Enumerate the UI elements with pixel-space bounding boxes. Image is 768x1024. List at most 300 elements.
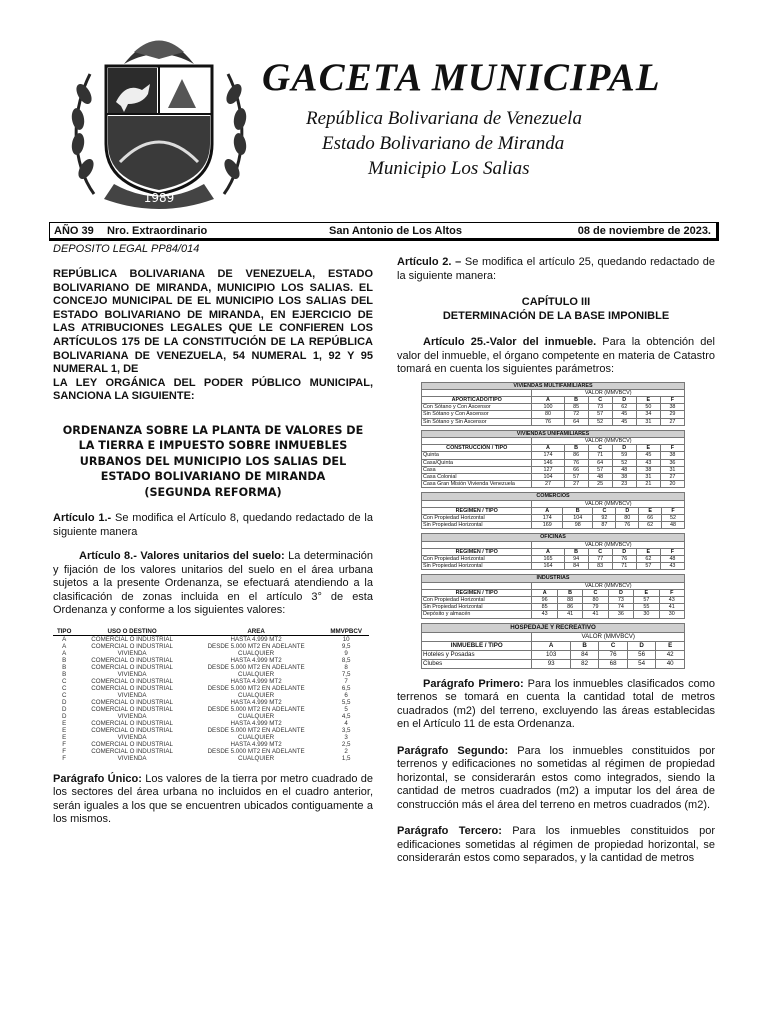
building-table-unit: VALOR (MMVBCV) xyxy=(532,437,685,444)
paragraph-segundo-label: Parágrafo Segundo: xyxy=(397,744,509,757)
building-table-col-header: B xyxy=(557,589,582,596)
building-table-cell: 57 xyxy=(564,473,588,480)
building-table-cell: 42 xyxy=(656,650,685,659)
building-table-cell: 31 xyxy=(636,473,660,480)
building-table-cell: 62 xyxy=(612,404,636,411)
value-table-cell: COMERCIAL O INDUSTRIAL xyxy=(91,656,173,664)
building-table-first-header: INMUEBLE / TIPO xyxy=(422,641,532,650)
building-table-cell: 84 xyxy=(570,650,599,659)
building-table-col-header: B xyxy=(564,548,588,555)
value-table-cell: COMERCIAL O INDUSTRIAL xyxy=(91,642,173,650)
value-table-row xyxy=(53,643,369,650)
building-table-cell: 50 xyxy=(636,404,660,411)
building-table-header-row xyxy=(422,548,685,555)
building-table-grid xyxy=(421,574,685,618)
building-table-cell: 127 xyxy=(532,466,564,473)
building-table-row xyxy=(422,596,685,603)
value-table-cell: COMERCIAL O INDUSTRIAL xyxy=(91,740,173,748)
building-table-cell: 71 xyxy=(612,563,636,570)
building-table-cell: 20 xyxy=(660,481,684,488)
chapter-number: CAPÍTULO III xyxy=(521,296,591,308)
building-table-col-header: C xyxy=(599,641,628,650)
building-table-cell: 36 xyxy=(660,459,684,466)
right-column xyxy=(397,256,715,866)
building-table-cell: 76 xyxy=(532,418,564,425)
building-table-cell: 84 xyxy=(564,563,588,570)
article-25-label: Artículo 25.-Valor del inmueble. xyxy=(423,336,597,348)
building-table-title-row xyxy=(422,382,685,389)
building-table-first-header: APORTICADO/TIPO xyxy=(422,396,532,403)
building-table-col-header: A xyxy=(532,445,564,452)
republic-line: República Bolivariana de Venezuela xyxy=(306,108,582,129)
value-table-cell: HASTA 4.999 MT2 xyxy=(230,656,282,664)
building-table-header-row xyxy=(422,445,685,452)
paragraph-primero-label: Parágrafo Primero: xyxy=(423,677,524,690)
building-table-cell: 27 xyxy=(532,481,564,488)
article-2 xyxy=(397,256,715,283)
value-table-row xyxy=(53,664,369,671)
building-table-cell: 31 xyxy=(660,466,684,473)
value-table-cell: 4,5 xyxy=(341,712,351,720)
value-table-cell: E xyxy=(62,726,67,734)
building-table-cell: 45 xyxy=(636,452,660,459)
building-table-cell: 146 xyxy=(532,459,564,466)
building-table-col-header: C xyxy=(588,396,612,403)
building-table-cell: 21 xyxy=(636,481,660,488)
building-table-cell: 62 xyxy=(636,555,660,562)
building-table-blank xyxy=(422,582,532,589)
land-value-table xyxy=(53,628,369,762)
building-table-blank xyxy=(422,541,532,548)
paragraph-segundo xyxy=(397,745,715,813)
building-table-cell: 174 xyxy=(532,452,564,459)
value-table-cell: DESDE 5.000 MT2 EN ADELANTE xyxy=(207,663,305,671)
value-table-cell: 4 xyxy=(344,719,348,727)
building-table xyxy=(421,492,685,529)
value-table-row xyxy=(53,748,369,755)
building-table-blank xyxy=(422,500,532,507)
value-table-cell: F xyxy=(62,740,67,748)
building-table-row xyxy=(422,411,685,418)
building-table-cell: 38 xyxy=(660,452,684,459)
building-table-cell: 45 xyxy=(612,411,636,418)
intro-text-2: LA LEY ORGÁNICA DEL PODER PÚBLICO MUNICIPAL, SANCIONA LA SIGUIENTE: xyxy=(53,376,373,403)
building-table-unit-row xyxy=(422,437,685,444)
building-table-row xyxy=(422,481,685,488)
left-column xyxy=(53,268,373,827)
building-table-blank xyxy=(422,437,532,444)
paragraph-tercero xyxy=(397,825,715,866)
ordinance-title-line: (SEGUNDA REFORMA) xyxy=(144,485,282,499)
building-table-cell: 43 xyxy=(659,596,684,603)
building-table-col-header: C xyxy=(588,548,612,555)
value-table-cell: F xyxy=(62,754,67,762)
value-table-cell: C xyxy=(61,684,67,692)
building-table-cell: 57 xyxy=(634,596,659,603)
building-table-cell: 43 xyxy=(660,563,684,570)
building-table-header-row xyxy=(422,589,685,596)
building-table-cell: 27 xyxy=(660,418,684,425)
building-table-title-row xyxy=(422,575,685,582)
building-table-title-row xyxy=(422,623,685,632)
ordinance-title-line: ORDENANZA SOBRE LA PLANTA DE VALORES DE xyxy=(62,423,364,437)
building-table-cell: 174 xyxy=(532,514,563,521)
building-table-unit-row xyxy=(422,582,685,589)
building-table-cell: 86 xyxy=(564,452,588,459)
building-table-grid xyxy=(421,533,685,570)
issue-info-bar xyxy=(49,222,719,241)
building-table-col-header: F xyxy=(660,396,684,403)
building-table-cell: 41 xyxy=(557,611,582,618)
value-table-cell: DESDE 5.000 MT2 EN ADELANTE xyxy=(207,747,305,755)
value-table-cell: F xyxy=(62,747,67,755)
building-table-cell: 98 xyxy=(562,522,593,529)
value-table-cell: D xyxy=(61,698,67,706)
ordinance-title xyxy=(53,423,373,501)
value-table-cell: VIVIENDA xyxy=(117,649,147,657)
paragraph-primero xyxy=(397,678,715,732)
value-table-cell: 10 xyxy=(342,635,350,643)
value-table-row xyxy=(53,657,369,664)
building-table-cell: 86 xyxy=(557,604,582,611)
building-table-cell: 57 xyxy=(588,411,612,418)
value-table-cell: 2 xyxy=(344,747,348,755)
building-table-cell: 31 xyxy=(636,418,660,425)
legal-deposit: DEPOSITO LEGAL PP84/014 xyxy=(53,243,200,255)
building-table-cell: 76 xyxy=(612,555,636,562)
paragraph-unico xyxy=(53,773,373,827)
building-table-header-row xyxy=(422,396,685,403)
value-table-cell: 8,5 xyxy=(341,656,351,664)
value-table-cell: CUALQUIER xyxy=(238,754,275,762)
building-table-cell: 59 xyxy=(612,452,636,459)
article-1-text: Se modifica el Artículo 8, quedando redactado de la siguiente manera xyxy=(53,512,373,538)
building-table-cell: Casa/Quinta xyxy=(422,459,532,466)
building-table-col-header: B xyxy=(570,641,599,650)
value-table-cell: HASTA 4.999 MT2 xyxy=(230,677,282,685)
value-table-cell: C xyxy=(61,677,67,685)
building-table-cell: 104 xyxy=(562,514,593,521)
value-table-cell: DESDE 5.000 MT2 EN ADELANTE xyxy=(207,642,305,650)
building-table-cell: Con Propiedad Horizontal xyxy=(422,555,532,562)
building-table-cell: 94 xyxy=(564,555,588,562)
article-1 xyxy=(53,512,373,539)
article-2-text: Se modifica el artículo 25, quedando redactado de la siguiente manera: xyxy=(397,256,715,282)
building-table-cell: 48 xyxy=(662,522,685,529)
value-table-row xyxy=(53,692,369,699)
building-table-title: OFICINAS xyxy=(422,534,685,541)
article-8 xyxy=(53,550,373,618)
building-table-cell: 76 xyxy=(616,522,639,529)
value-table-cell: VIVIENDA xyxy=(117,691,147,699)
building-table-cell: 57 xyxy=(588,466,612,473)
value-table-cell: COMERCIAL O INDUSTRIAL xyxy=(91,677,173,685)
building-table-col-header: A xyxy=(532,589,557,596)
building-table-cell: 71 xyxy=(588,452,612,459)
building-table-cell: 73 xyxy=(608,596,633,603)
building-table-row xyxy=(422,459,685,466)
building-table-col-header: C xyxy=(583,589,608,596)
building-table-col-header: A xyxy=(532,507,563,514)
value-table-cell: E xyxy=(62,733,67,741)
paragraph-tercero-label: Parágrafo Tercero: xyxy=(397,825,502,838)
building-table-cell: 48 xyxy=(660,555,684,562)
value-table-cell: 3 xyxy=(344,733,348,741)
building-table-unit-row xyxy=(422,389,685,396)
building-table-row xyxy=(422,404,685,411)
building-table-cell: Con Propiedad Horizontal xyxy=(422,514,532,521)
building-table-col-header: F xyxy=(660,445,684,452)
building-table-cell: 40 xyxy=(656,659,685,668)
value-table-cell: CUALQUIER xyxy=(238,733,275,741)
value-table-cell: A xyxy=(62,635,67,643)
building-table-first-header: CONSTRUCCIÓN / TIPO xyxy=(422,445,532,452)
building-table-cell: 54 xyxy=(627,659,656,668)
value-table-cell: VIVIENDA xyxy=(117,670,147,678)
value-table-cell: COMERCIAL O INDUSTRIAL xyxy=(91,635,173,643)
value-table-row xyxy=(53,699,369,706)
ordinance-title-line: ESTADO BOLIVARIANO DE MIRANDA xyxy=(100,470,326,484)
building-table-col-header: B xyxy=(564,445,588,452)
building-table-col-header: E xyxy=(656,641,685,650)
value-table-cell: DESDE 5.000 MT2 EN ADELANTE xyxy=(207,726,305,734)
building-table-cell: Casa Colonial xyxy=(422,473,532,480)
value-table-cell: 6 xyxy=(344,691,348,699)
value-table-cell: HASTA 4.999 MT2 xyxy=(230,719,282,727)
building-table-unit: VALOR (MMVBCV) xyxy=(532,500,685,507)
value-table-row xyxy=(53,671,369,678)
building-table-unit: VALOR (MMVBCV) xyxy=(532,541,685,548)
value-table-cell: 2,5 xyxy=(341,740,351,748)
value-table-header: AREA xyxy=(189,628,323,636)
building-table-row xyxy=(422,563,685,570)
building-table-cell: Sin Propiedad Horizontal xyxy=(422,604,532,611)
value-table-row xyxy=(53,741,369,748)
building-table-cell: 80 xyxy=(532,411,564,418)
state-line: Estado Bolivariano de Miranda xyxy=(322,133,565,154)
building-table-row xyxy=(422,555,685,562)
masthead xyxy=(262,58,732,181)
value-table-cell: DESDE 5.000 MT2 EN ADELANTE xyxy=(207,705,305,713)
building-table-cell: 82 xyxy=(570,659,599,668)
building-table-cell: 45 xyxy=(612,418,636,425)
building-table-cell: Casa Gran Misión Vivienda Venezuela xyxy=(422,481,532,488)
building-table-title: VIVIENDAS UNIFAMILIARES xyxy=(422,430,685,437)
building-table-col-header: E xyxy=(634,589,659,596)
value-table-row xyxy=(53,727,369,734)
chapter-heading xyxy=(397,296,715,323)
building-table-cell: Sin Propiedad Horizontal xyxy=(422,563,532,570)
building-table-col-header: E xyxy=(639,507,662,514)
value-table-cell: COMERCIAL O INDUSTRIAL xyxy=(91,747,173,755)
building-table-cell: 74 xyxy=(608,604,633,611)
building-table-unit: VALOR (MMVBCV) xyxy=(532,389,685,396)
building-table-cell: 52 xyxy=(662,514,685,521)
value-table-row xyxy=(53,755,369,762)
value-table-cell: 9,5 xyxy=(341,642,351,650)
building-table-blank xyxy=(422,389,532,396)
building-table-row xyxy=(422,466,685,473)
value-table-cell: E xyxy=(62,719,67,727)
building-table-cell: 57 xyxy=(636,563,660,570)
value-table-cell: 7 xyxy=(344,677,348,685)
building-table-title-row xyxy=(422,534,685,541)
value-table-cell: VIVIENDA xyxy=(117,712,147,720)
building-table-cell: 164 xyxy=(532,563,564,570)
ordinance-title-line: URBANOS DEL MUNICIPIO LOS SALIAS DEL xyxy=(79,454,347,468)
building-table-col-header: A xyxy=(532,396,564,403)
building-table-cell: Sin Sótano y Con Ascensor xyxy=(422,411,532,418)
value-table-row xyxy=(53,685,369,692)
building-table-cell: 48 xyxy=(612,466,636,473)
building-table-col-header: A xyxy=(532,548,564,555)
value-table-row xyxy=(53,734,369,741)
article-1-label: Artículo 1.- xyxy=(53,512,112,525)
building-table-cell: 25 xyxy=(588,481,612,488)
building-table-first-header: REGIMEN / TIPO xyxy=(422,589,532,596)
building-table-cell: 38 xyxy=(660,404,684,411)
building-table-first-header: REGIMEN / TIPO xyxy=(422,548,532,555)
value-table-cell: 1,5 xyxy=(341,754,351,762)
building-table-unit: VALOR (MMVBCV) xyxy=(532,632,685,641)
building-table-cell: 55 xyxy=(634,604,659,611)
building-table-cell: 79 xyxy=(583,604,608,611)
building-table-row xyxy=(422,604,685,611)
building-table-cell: Clubes xyxy=(422,659,532,668)
value-table-cell: 5 xyxy=(344,705,348,713)
building-table-cell: Con Propiedad Horizontal xyxy=(422,596,532,603)
value-table-header: MMVPBCV xyxy=(323,628,369,636)
value-table-row xyxy=(53,706,369,713)
building-table-cell: 73 xyxy=(588,404,612,411)
building-table-cell: 87 xyxy=(593,522,616,529)
value-table-cell: VIVIENDA xyxy=(117,754,147,762)
building-table-title-row xyxy=(422,493,685,500)
building-table-col-header: B xyxy=(562,507,593,514)
paragraph-primero-text: Para los inmuebles clasificados como terrenos se tomará en cuenta la cantidad total de metros cuadrados (m2) del terreno, excluyendo las áreas establecidas en el Artículo 11 de esta Ordenanza. xyxy=(397,677,715,731)
building-table-cell: 43 xyxy=(532,611,557,618)
building-table-row xyxy=(422,659,685,668)
building-table-cell: 96 xyxy=(532,596,557,603)
building-table xyxy=(421,382,685,426)
issue-date: 08 de noviembre de 2023. xyxy=(577,225,711,237)
value-table-cell: COMERCIAL O INDUSTRIAL xyxy=(91,698,173,706)
value-table-row xyxy=(53,713,369,720)
building-table-col-header: B xyxy=(564,396,588,403)
value-table-cell: B xyxy=(62,656,67,664)
building-table-cell: Con Sótano y Con Ascensor xyxy=(422,404,532,411)
building-table-row xyxy=(422,418,685,425)
building-value-tables xyxy=(421,382,685,669)
value-table-cell: CUALQUIER xyxy=(238,670,275,678)
building-table-first-header: REGIMEN / TIPO xyxy=(422,507,532,514)
building-table-col-header: D xyxy=(612,396,636,403)
building-table-header-row xyxy=(422,641,685,650)
building-table xyxy=(421,623,685,669)
building-table-cell: 38 xyxy=(612,473,636,480)
issue-year: AÑO 39 xyxy=(54,225,94,237)
value-table-cell: HASTA 4.999 MT2 xyxy=(230,635,282,643)
building-table-col-header: E xyxy=(636,548,660,555)
building-table-cell: Quinta xyxy=(422,452,532,459)
municipal-coat-of-arms xyxy=(64,24,254,214)
value-table-cell: CUALQUIER xyxy=(238,691,275,699)
value-table-cell: D xyxy=(61,712,67,720)
building-table-cell: Depósito y almacén xyxy=(422,611,532,618)
building-table-col-header: C xyxy=(593,507,616,514)
value-table-cell: HASTA 4.999 MT2 xyxy=(230,698,282,706)
article-25 xyxy=(397,336,715,377)
building-table-cell: 93 xyxy=(532,659,570,668)
crest-year: 1989 xyxy=(143,191,175,205)
paragraph-segundo-text: Para los inmuebles constituidos por terrenos y edificaciones no sometidas al régimen de propiedad horizontal, se considerarán estos como integrados, siendo la cantidad de metros cuadrados (m2) a imputar los del área de construcción más el área del terreno en metros cuadrados (m2). xyxy=(397,744,715,811)
building-table xyxy=(421,574,685,618)
article-25-text: Para la obtención del valor del inmueble, el órgano competente en materia de Catastro tomará en cuenta los siguientes parámetros: xyxy=(397,336,715,375)
building-table-cell: 85 xyxy=(532,604,557,611)
paragraph-unico-text: Los valores de la tierra por metro cuadrado de los sectores del área urbana no incluidos en el cuadro anterior, serán iguales a los que se encuentren ubicados contiguamente a los mismos. xyxy=(53,772,373,826)
building-table-col-header: A xyxy=(532,641,570,650)
issue-number: Nro. Extraordinario xyxy=(107,225,208,237)
building-table-cell: 27 xyxy=(660,473,684,480)
building-table-cell: 77 xyxy=(588,555,612,562)
building-table-cell: 85 xyxy=(564,404,588,411)
paragraph-tercero-text: Para los inmuebles constituidos por edificaciones sometidas al régimen de propiedad horizontal, se considerarán estos como separados, y la cantidad de metros xyxy=(397,825,715,865)
building-table-grid xyxy=(421,430,685,489)
building-table-blank xyxy=(422,632,532,641)
building-table-cell: 92 xyxy=(593,514,616,521)
value-table-cell: CUALQUIER xyxy=(238,649,275,657)
building-table-title: VIVIENDAS MULTIFAMILIARES xyxy=(422,382,685,389)
building-table-cell: 43 xyxy=(636,459,660,466)
building-table-row xyxy=(422,514,685,521)
value-table-cell: COMERCIAL O INDUSTRIAL xyxy=(91,726,173,734)
value-table-header: USO O DESTINO xyxy=(75,628,189,636)
value-table-cell: COMERCIAL O INDUSTRIAL xyxy=(91,684,173,692)
value-table-cell: VIVIENDA xyxy=(117,733,147,741)
value-table-cell: B xyxy=(62,670,67,678)
building-table-cell: 52 xyxy=(612,459,636,466)
building-table-col-header: C xyxy=(588,445,612,452)
building-table-title-row xyxy=(422,430,685,437)
building-table-cell: 41 xyxy=(659,604,684,611)
building-table xyxy=(421,533,685,570)
building-table-cell: 66 xyxy=(639,514,662,521)
building-table-cell: 103 xyxy=(532,650,570,659)
building-table-cell: 41 xyxy=(583,611,608,618)
building-table-cell: 80 xyxy=(583,596,608,603)
building-table-cell: 100 xyxy=(532,404,564,411)
value-table-row xyxy=(53,678,369,685)
building-table-title: COMERCIOS xyxy=(422,493,685,500)
building-table-unit-row xyxy=(422,500,685,507)
building-table-unit: VALOR (MMVBCV) xyxy=(532,582,685,589)
value-table-cell: 7,5 xyxy=(341,670,351,678)
building-table-col-header: F xyxy=(660,548,684,555)
building-table-cell: 165 xyxy=(532,555,564,562)
building-table-title: HOSPEDAJE Y RECREATIVO xyxy=(422,623,685,632)
value-table-cell: CUALQUIER xyxy=(238,712,275,720)
building-table-row xyxy=(422,611,685,618)
gazette-title: GACETA MUNICIPAL xyxy=(262,56,661,99)
value-table-cell: A xyxy=(62,642,67,650)
value-table-row xyxy=(53,650,369,657)
value-table-cell: 9 xyxy=(344,649,348,657)
building-table-cell: 30 xyxy=(634,611,659,618)
building-table-cell: 29 xyxy=(660,411,684,418)
building-table-unit-row xyxy=(422,541,685,548)
building-table-cell: 169 xyxy=(532,522,563,529)
building-table-col-header: F xyxy=(659,589,684,596)
